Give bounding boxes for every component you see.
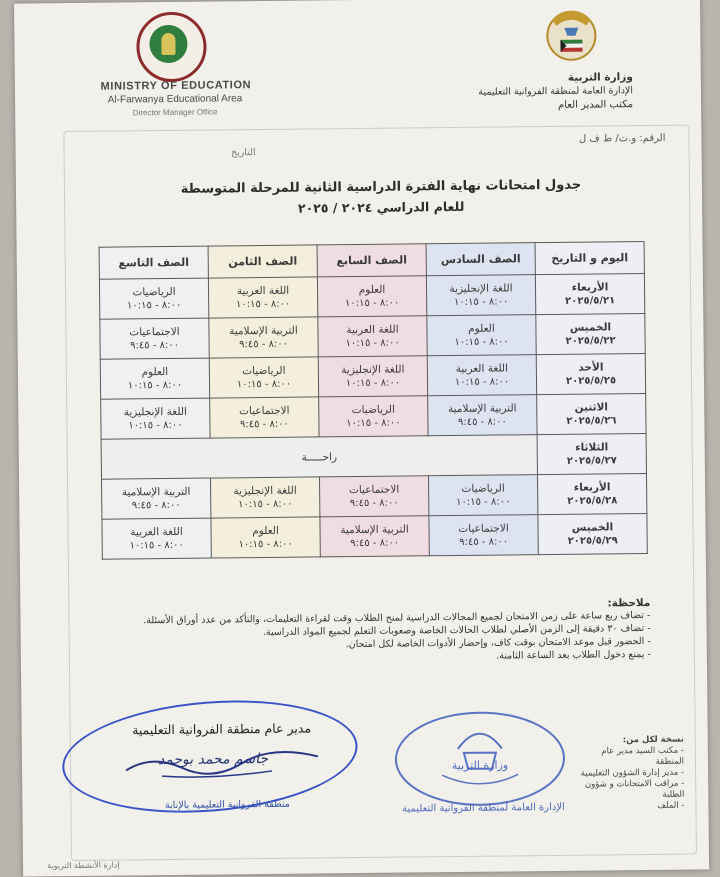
office-name-en: Director Manager Office (132, 107, 218, 118)
exam-cell (99, 278, 208, 319)
table-row (100, 314, 645, 360)
exam-cell (317, 276, 426, 317)
date-label: التاريخ (230, 147, 256, 159)
exam-time: ٨:٠٠ - ٩:٤٥ (131, 499, 181, 512)
subject-name: الرياضيات (461, 482, 505, 495)
table-row (101, 393, 646, 439)
subject-name: العلوم (358, 283, 386, 296)
subject-name: اللغة الإنجليزية (233, 484, 297, 498)
copies-title: نسخة لكل من: (622, 734, 684, 746)
subject-name: العلوم (468, 322, 495, 335)
exam-time: ٨:٠٠ - ١٠:١٥ (454, 376, 510, 388)
exam-date: ٢٠٢٥/٥/٢٥ (565, 375, 617, 387)
exam-cell (318, 356, 427, 397)
header-day: اليوم و التاريخ (535, 242, 644, 275)
day-name: الأربعاء (573, 481, 611, 494)
reference-number: الرقم: و.ت/ ط ف ل (578, 132, 666, 145)
exam-time: ٨:٠٠ - ١٠:١٥ (346, 417, 401, 430)
day-name: الخميس (569, 321, 612, 334)
exam-cell (102, 518, 211, 559)
document-title: جدول امتحانات نهاية الفترة الدراسية الثانية للمرحلة المتوسطة (180, 177, 582, 197)
exam-date: ٢٠٢٥/٥/٢١ (565, 295, 616, 307)
office-name-ar: مكتب المدير العام (557, 99, 634, 111)
stamp-top-text: وزارة التربية (451, 758, 509, 773)
header-grade-7: الصف السابع (317, 244, 426, 277)
signature-caption: منطقة الفروانية التعليمية بالإنابة (164, 798, 290, 812)
exam-time: ٨:٠٠ - ٩:٤٥ (239, 418, 289, 431)
note-item: - تضاف ٣٠ دقيقة إلى الزمن الأصلي لطلاب الحالات الخاصة وصعوبات التعلم لجميع المواد الدراسية. (262, 622, 651, 639)
subject-name: التربية الإسلامية (121, 485, 191, 499)
signature-scribble (122, 748, 322, 782)
exam-time: ٨:٠٠ - ١٠:١٥ (127, 379, 183, 392)
exam-cell (427, 355, 536, 396)
exam-cell (319, 476, 428, 517)
exam-cell (102, 478, 211, 519)
subject-name: الرياضيات (132, 285, 176, 299)
signatory-title: مدير عام منطقة الفروانية التعليمية (132, 720, 312, 738)
stamp-bottom-text: الإدارة العامة لمنطقة الفروانية التعليمية (402, 801, 565, 815)
day-date-cell (537, 473, 646, 514)
exam-cell (101, 398, 210, 439)
subject-name: اللغة الإنجليزية (123, 405, 187, 419)
exam-date: ٢٠٢٥/٥/٢٩ (567, 535, 618, 547)
subject-name: العلوم (252, 524, 279, 538)
exam-time: ٨:٠٠ - ١٠:١٥ (128, 419, 183, 432)
exam-cell (209, 357, 318, 398)
exam-time: ٨:٠٠ - ١٠:١٥ (236, 378, 292, 391)
exam-cell (209, 317, 318, 358)
ministry-name-ar: وزارة التربية (567, 71, 633, 84)
kuwait-emblem (542, 1, 601, 68)
day-date-cell (538, 513, 647, 554)
header-grade-6: الصف السادس (426, 243, 535, 276)
exam-cell (210, 397, 319, 438)
note-item: - يمنع دخول الطلاب بعد الساعة الثامنة. (496, 648, 651, 662)
exam-time: ٨:٠٠ - ١٠:١٥ (345, 337, 400, 350)
exam-time: ٨:٠٠ - ١٠:١٥ (238, 498, 293, 511)
exam-cell (429, 515, 538, 556)
day-name: الأحد (578, 361, 604, 374)
footer-text: إدارة الأنشطة التربوية (47, 860, 120, 871)
exam-time: ٨:٠٠ - ١٠:١٥ (454, 336, 509, 348)
exam-time: ٨:٠٠ - ١٠:١٥ (456, 496, 511, 508)
exam-time: ٨:٠٠ - ١٠:١٥ (345, 377, 401, 390)
subject-name: اللغة الإنجليزية (341, 363, 405, 377)
notes-title: ملاحظة: (607, 596, 651, 610)
copy-recipient: - الملف (657, 800, 685, 811)
exam-date: ٢٠٢٥/٥/٢٢ (565, 335, 616, 347)
exam-time: ٨:٠٠ - ١٠:١٥ (344, 297, 400, 310)
table-row (99, 274, 644, 320)
ministry-name-en: MINISTRY OF EDUCATION (100, 79, 252, 93)
exam-cell (320, 516, 429, 557)
day-date-cell (536, 354, 645, 395)
day-name: الاثنين (574, 401, 609, 414)
subject-name: اللغة الإنجليزية (449, 282, 513, 296)
exam-time: ٨:٠٠ - ٩:٤٥ (349, 497, 399, 510)
day-date-cell (537, 433, 646, 474)
day-name: الأربعاء (571, 281, 609, 294)
table-row (101, 433, 646, 479)
copies-section (574, 735, 685, 813)
exam-cell (428, 395, 537, 436)
rest-day-cell: راحـــــة (101, 435, 537, 480)
subject-name: اللغة العربية (346, 323, 399, 337)
area-name-ar: الإدارة العامة لمنطقة الفروانية التعليمية (478, 85, 634, 98)
day-date-cell (535, 274, 644, 315)
exam-cell (100, 358, 209, 399)
copy-recipient: - مكتب السيد مدير عام المنطقة (601, 745, 685, 767)
document-page (14, 0, 709, 877)
subject-name: الاجتماعيات (129, 325, 180, 339)
table-row (102, 513, 647, 559)
exam-time: ٨:٠٠ - ١٠:١٥ (238, 538, 293, 551)
subject-name: الاجتماعيات (458, 522, 509, 535)
exam-cell (100, 318, 209, 359)
subject-name: الاجتماعيات (239, 404, 290, 418)
header-grade-9: الصف التاسع (99, 246, 208, 279)
subject-name: التربية الإسلامية (229, 324, 298, 338)
notes-section (110, 597, 651, 667)
exam-time: ٨:٠٠ - ٩:٤٥ (457, 416, 507, 428)
subject-name: اللغة العربية (455, 362, 509, 375)
ministry-logo (136, 12, 207, 83)
exam-cell (318, 316, 427, 357)
exam-cell (426, 275, 535, 316)
signature-name: جاسم محمد بوحمد (157, 750, 269, 769)
day-name: الخميس (571, 521, 614, 534)
exam-time: ٨:٠٠ - ١٠:١٥ (453, 296, 509, 309)
exam-date: ٢٠٢٥/٥/٢٧ (566, 455, 617, 467)
subject-name: التربية الإسلامية (340, 523, 409, 537)
exam-date: ٢٠٢٥/٥/٢٦ (566, 415, 617, 427)
note-item: - الحضور قبل موعد الامتحان بوقت كاف، وإحضار الأدوات الخاصة لكل امتحان. (345, 635, 651, 651)
exam-time: ٨:٠٠ - ٩:٤٥ (239, 338, 289, 351)
exam-cell (319, 396, 428, 437)
exam-time: ٨:٠٠ - ٩:٤٥ (350, 537, 400, 550)
subject-name: التربية الإسلامية (447, 402, 517, 416)
exam-time: ٨:٠٠ - ١٠:١٥ (235, 298, 291, 311)
exam-cell (211, 517, 320, 558)
subject-name: اللغة العربية (130, 525, 183, 539)
subject-name: الرياضيات (242, 364, 286, 378)
day-date-cell (537, 393, 646, 434)
area-name-en: Al-Farwanya Educational Area (107, 93, 243, 106)
day-date-cell (536, 314, 645, 355)
exam-date: ٢٠٢٥/٥/٢٨ (567, 495, 618, 507)
header-grade-8: الصف الثامن (208, 245, 317, 278)
exam-time: ٨:٠٠ - ٩:٤٥ (130, 339, 180, 352)
day-name: الثلاثاء (575, 441, 609, 454)
subject-name: اللغة العربية (236, 284, 290, 298)
subject-name: الرياضيات (351, 403, 395, 417)
academic-year: للعام الدراسي ٢٠٢٤ / ٢٠٢٥ (297, 198, 465, 216)
exam-time: ٨:٠٠ - ١٠:١٥ (129, 539, 184, 552)
subject-name: العلوم (141, 365, 169, 379)
exam-time: ٨:٠٠ - ١٠:١٥ (126, 299, 182, 312)
copy-recipient: - مدير إدارة الشؤون التعليمية (580, 767, 685, 779)
exam-time: ٨:٠٠ - ٩:٤٥ (459, 536, 509, 548)
exam-cell (208, 277, 317, 318)
table-row (100, 354, 645, 400)
exam-cell (428, 475, 537, 516)
note-item: - تضاف ربع ساعة على زمن الامتحان لجميع المجالات الدراسية لمنح الطلاب وقت لقراءة التعليمات، والتأكد من عدد أوراق الأسئلة. (143, 609, 651, 627)
copy-recipient: - مراقب الامتحانات و شؤون الطلبة (584, 778, 685, 800)
table-row (102, 473, 647, 519)
exam-cell (210, 477, 319, 518)
exam-schedule-table (99, 241, 648, 560)
exam-cell (427, 315, 536, 356)
subject-name: الاجتماعيات (348, 483, 400, 497)
